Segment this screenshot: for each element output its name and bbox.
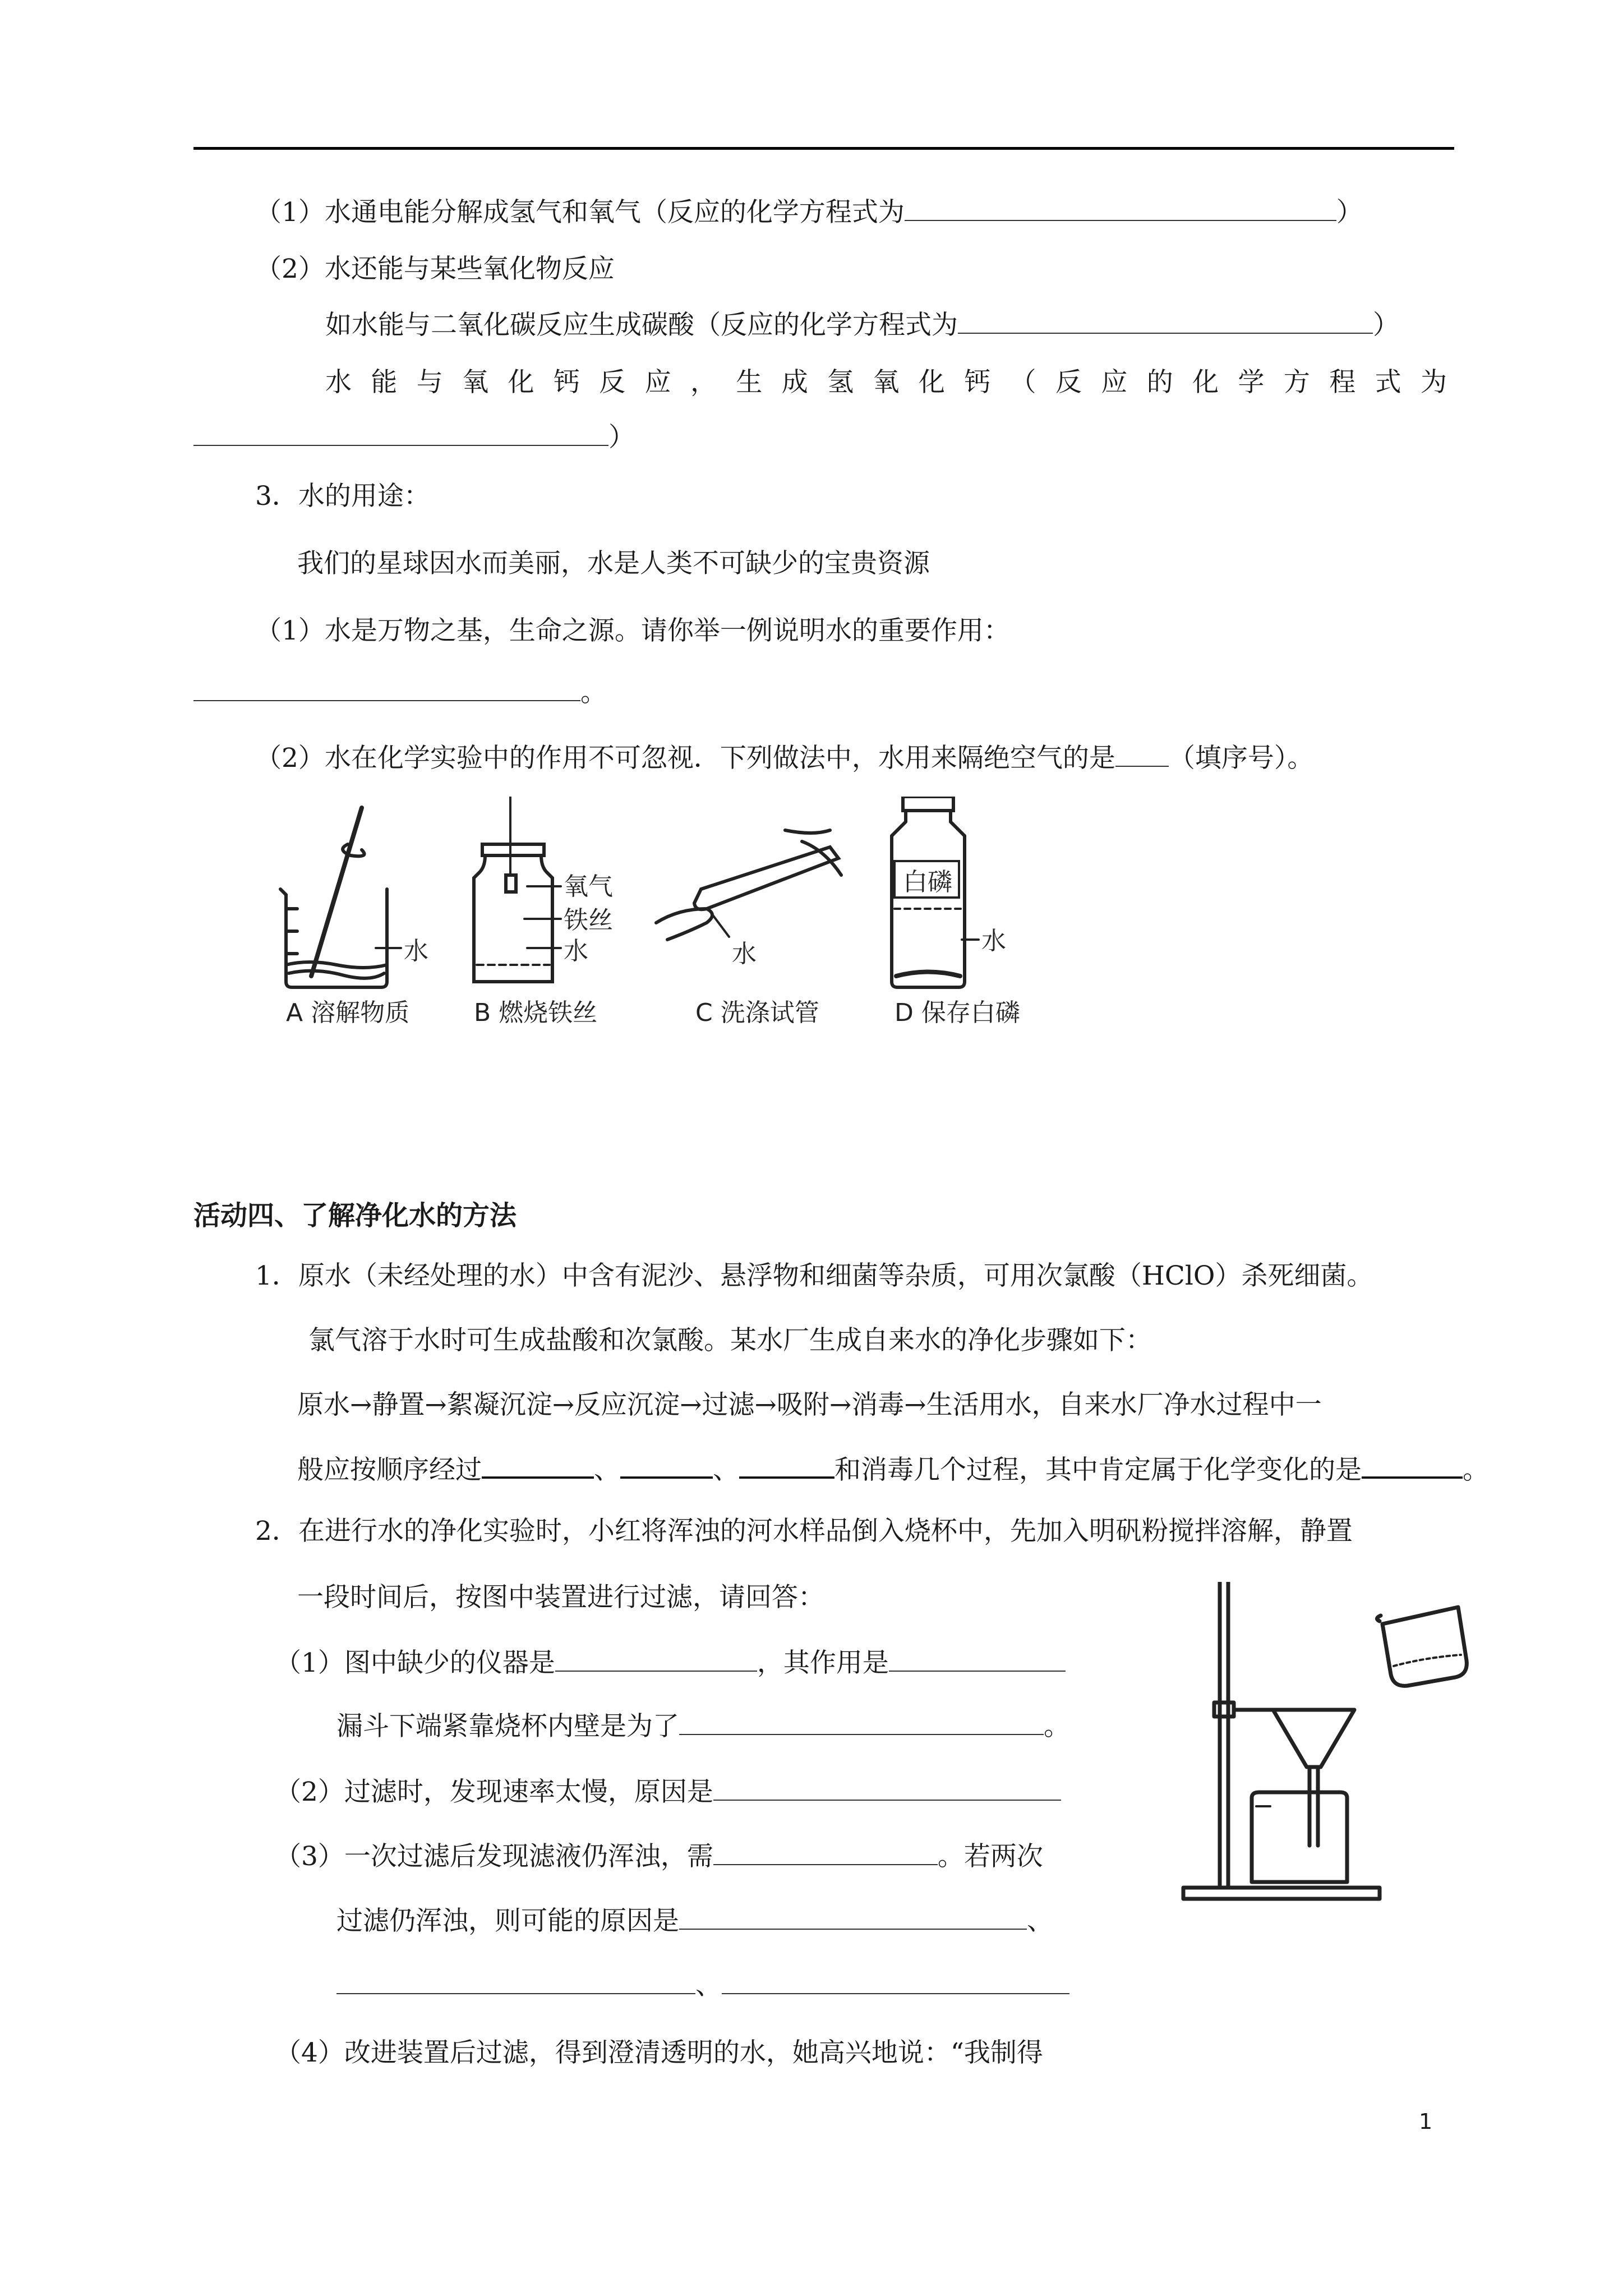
f-q2-line: （2）过滤时，发现速率太慢，原因是	[275, 1775, 1061, 1809]
chemical-change-blank[interactable]	[1362, 1453, 1463, 1479]
cao-line	[325, 366, 1447, 399]
p1-line4: 般应按顺序经过 、 、 和消毒几个过程，其中肯定属于化学变化的是 。	[297, 1453, 1489, 1487]
activity4-heading: 活动四、了解净化水的方法	[193, 1200, 517, 1231]
label-white-phosphorus: 白磷	[903, 868, 952, 896]
turbid-reason-blank-1[interactable]	[679, 1905, 1027, 1930]
instrument-function-blank[interactable]	[889, 1647, 1066, 1672]
cao-char: 钙	[553, 367, 580, 398]
caption-d: D 保存白磷	[895, 999, 1020, 1027]
cao-line-2: ）	[193, 421, 635, 454]
cao-char: 方	[1283, 367, 1310, 398]
q1-text: （1）水通电能分解成氢气和氧气（反应的化学方程式为	[255, 197, 905, 228]
stand-base	[1183, 1888, 1380, 1899]
f-q3-line2: 过滤仍浑浊，则可能的原因是 、	[336, 1906, 1053, 1936]
f-q3-line1: （3）一次过滤后发现滤液仍浑浊，需 。若两次	[275, 1841, 1043, 1872]
funnel	[1273, 1710, 1354, 1767]
testtube-c-illustration	[656, 830, 841, 940]
bottle-b-illustration	[474, 797, 561, 982]
water-uses-figure	[264, 797, 1077, 1032]
cao-char: 氢	[827, 367, 854, 398]
cao-char: 与	[416, 367, 443, 398]
pouring-beaker	[1382, 1607, 1467, 1686]
filtration-apparatus-figure	[1172, 1582, 1475, 1907]
q1-answer-blank[interactable]	[905, 196, 1336, 221]
co2-answer-blank[interactable]	[958, 309, 1373, 334]
turbid-reason-blank-3[interactable]	[722, 1970, 1069, 1994]
stand-rod	[1220, 1582, 1228, 1888]
importance-answer-blank[interactable]	[193, 677, 580, 701]
cao-char: 反	[1055, 367, 1082, 398]
cao-char: 的	[1146, 367, 1173, 398]
missing-instrument-blank[interactable]	[555, 1647, 757, 1672]
s3-q1: （1）水是万物之基，生命之源。请你举一例说明水的重要作用：	[255, 615, 1010, 646]
cao-char: 钙	[964, 367, 991, 398]
cao-char: 水	[325, 367, 352, 398]
slow-reason-blank[interactable]	[713, 1776, 1061, 1801]
s3-intro: 我们的星球因水而美丽，水是人类不可缺少的宝贵资源	[297, 548, 930, 579]
process-blank-3[interactable]	[739, 1453, 834, 1479]
funnel-purpose-blank[interactable]	[679, 1710, 1044, 1735]
beaker-a-illustration	[280, 808, 401, 987]
f-q4-line: （4）改进装置后过滤，得到澄清透明的水，她高兴地说：“我制得	[275, 2037, 1043, 2068]
cao-char: 生	[736, 367, 763, 398]
p1-line3: 原水→静置→絮凝沉淀→反应沉淀→过滤→吸附→消毒→生活用水，自来水厂净水过程中一	[297, 1389, 1322, 1420]
cao-char: 成	[781, 367, 808, 398]
cao-char: 化	[1192, 367, 1219, 398]
p1-line1: 1．原水（未经处理的水）中含有泥沙、悬浮物和细菌等杂质，可用次氯酸（HClO）杀死细菌。	[255, 1260, 1373, 1291]
f-q1-line1: （1）图中缺少的仪器是 ，其作用是	[275, 1646, 1066, 1680]
cao-char: 能	[371, 367, 398, 398]
cao-answer-blank[interactable]	[193, 421, 608, 446]
process-blank-1[interactable]	[482, 1453, 594, 1479]
q1-line: （1）水通电能分解成氢气和氧气（反应的化学方程式为 ）	[255, 197, 1363, 228]
caption-a: A 溶解物质	[286, 999, 410, 1027]
s3-q2: （2）水在化学实验中的作用不可忽视．下列做法中，水用来隔绝空气的是 （填序号）。	[255, 743, 1314, 774]
turbid-reason-blank-2[interactable]	[336, 1970, 695, 1994]
s3-title: 3．水的用途：	[255, 481, 430, 512]
header-rule	[193, 147, 1454, 150]
cao-char: 为	[1421, 367, 1447, 398]
label-iron-wire: 铁丝	[564, 906, 613, 935]
f-q3-line3: 、	[336, 1969, 1069, 2003]
p2-line1: 2．在进行水的净化实验时，小红将浑浊的河水样品倒入烧杯中，先加入明矾粉搅拌溶解，静置	[255, 1516, 1353, 1547]
f-q1-line2: 漏斗下端紧靠烧杯内壁是为了 。	[336, 1711, 1070, 1742]
funnel-stem	[1310, 1767, 1318, 1846]
caption-c: C 洗涤试管	[695, 999, 819, 1027]
cao-char: 应	[1101, 367, 1128, 398]
cao-char: 氧	[873, 367, 900, 398]
ring-clamp	[1214, 1703, 1273, 1717]
process-blank-2[interactable]	[620, 1453, 713, 1479]
label-oxygen: 氧气	[564, 872, 613, 901]
cao-char: 氧	[462, 367, 489, 398]
p2-line2: 一段时间后，按图中装置进行过滤，请回答：	[297, 1582, 824, 1613]
cao-char: 反	[599, 367, 626, 398]
cao-char: 学	[1238, 367, 1265, 398]
label-water-b: 水	[564, 937, 588, 965]
cao-char: 应	[644, 367, 671, 398]
label-water-d: 水	[981, 927, 1006, 955]
cao-char: 化	[918, 367, 945, 398]
refilter-blank[interactable]	[713, 1841, 938, 1865]
page-number: 1	[1419, 2109, 1433, 2134]
cao-char: （	[1009, 367, 1036, 398]
label-water-c: 水	[732, 940, 757, 968]
label-water-a: 水	[404, 937, 428, 965]
cao-char: 程	[1329, 367, 1356, 398]
p1-line2: 氯气溶于水时可生成盐酸和次氯酸。某水厂生成自来水的净化步骤如下：	[308, 1325, 1152, 1356]
q2-text: （2）水还能与某些氧化物反应	[255, 254, 615, 284]
cao-char: 化	[508, 367, 534, 398]
co2-line: 如水能与二氧化碳反应生成碳酸（反应的化学方程式为 ）	[325, 310, 1399, 341]
cao-char: 式	[1375, 367, 1401, 398]
choice-answer-blank[interactable]	[1115, 742, 1169, 767]
cao-char: ，	[690, 367, 717, 398]
s3-q1-answer: 。	[193, 676, 607, 710]
caption-b: B 燃烧铁丝	[474, 999, 598, 1027]
